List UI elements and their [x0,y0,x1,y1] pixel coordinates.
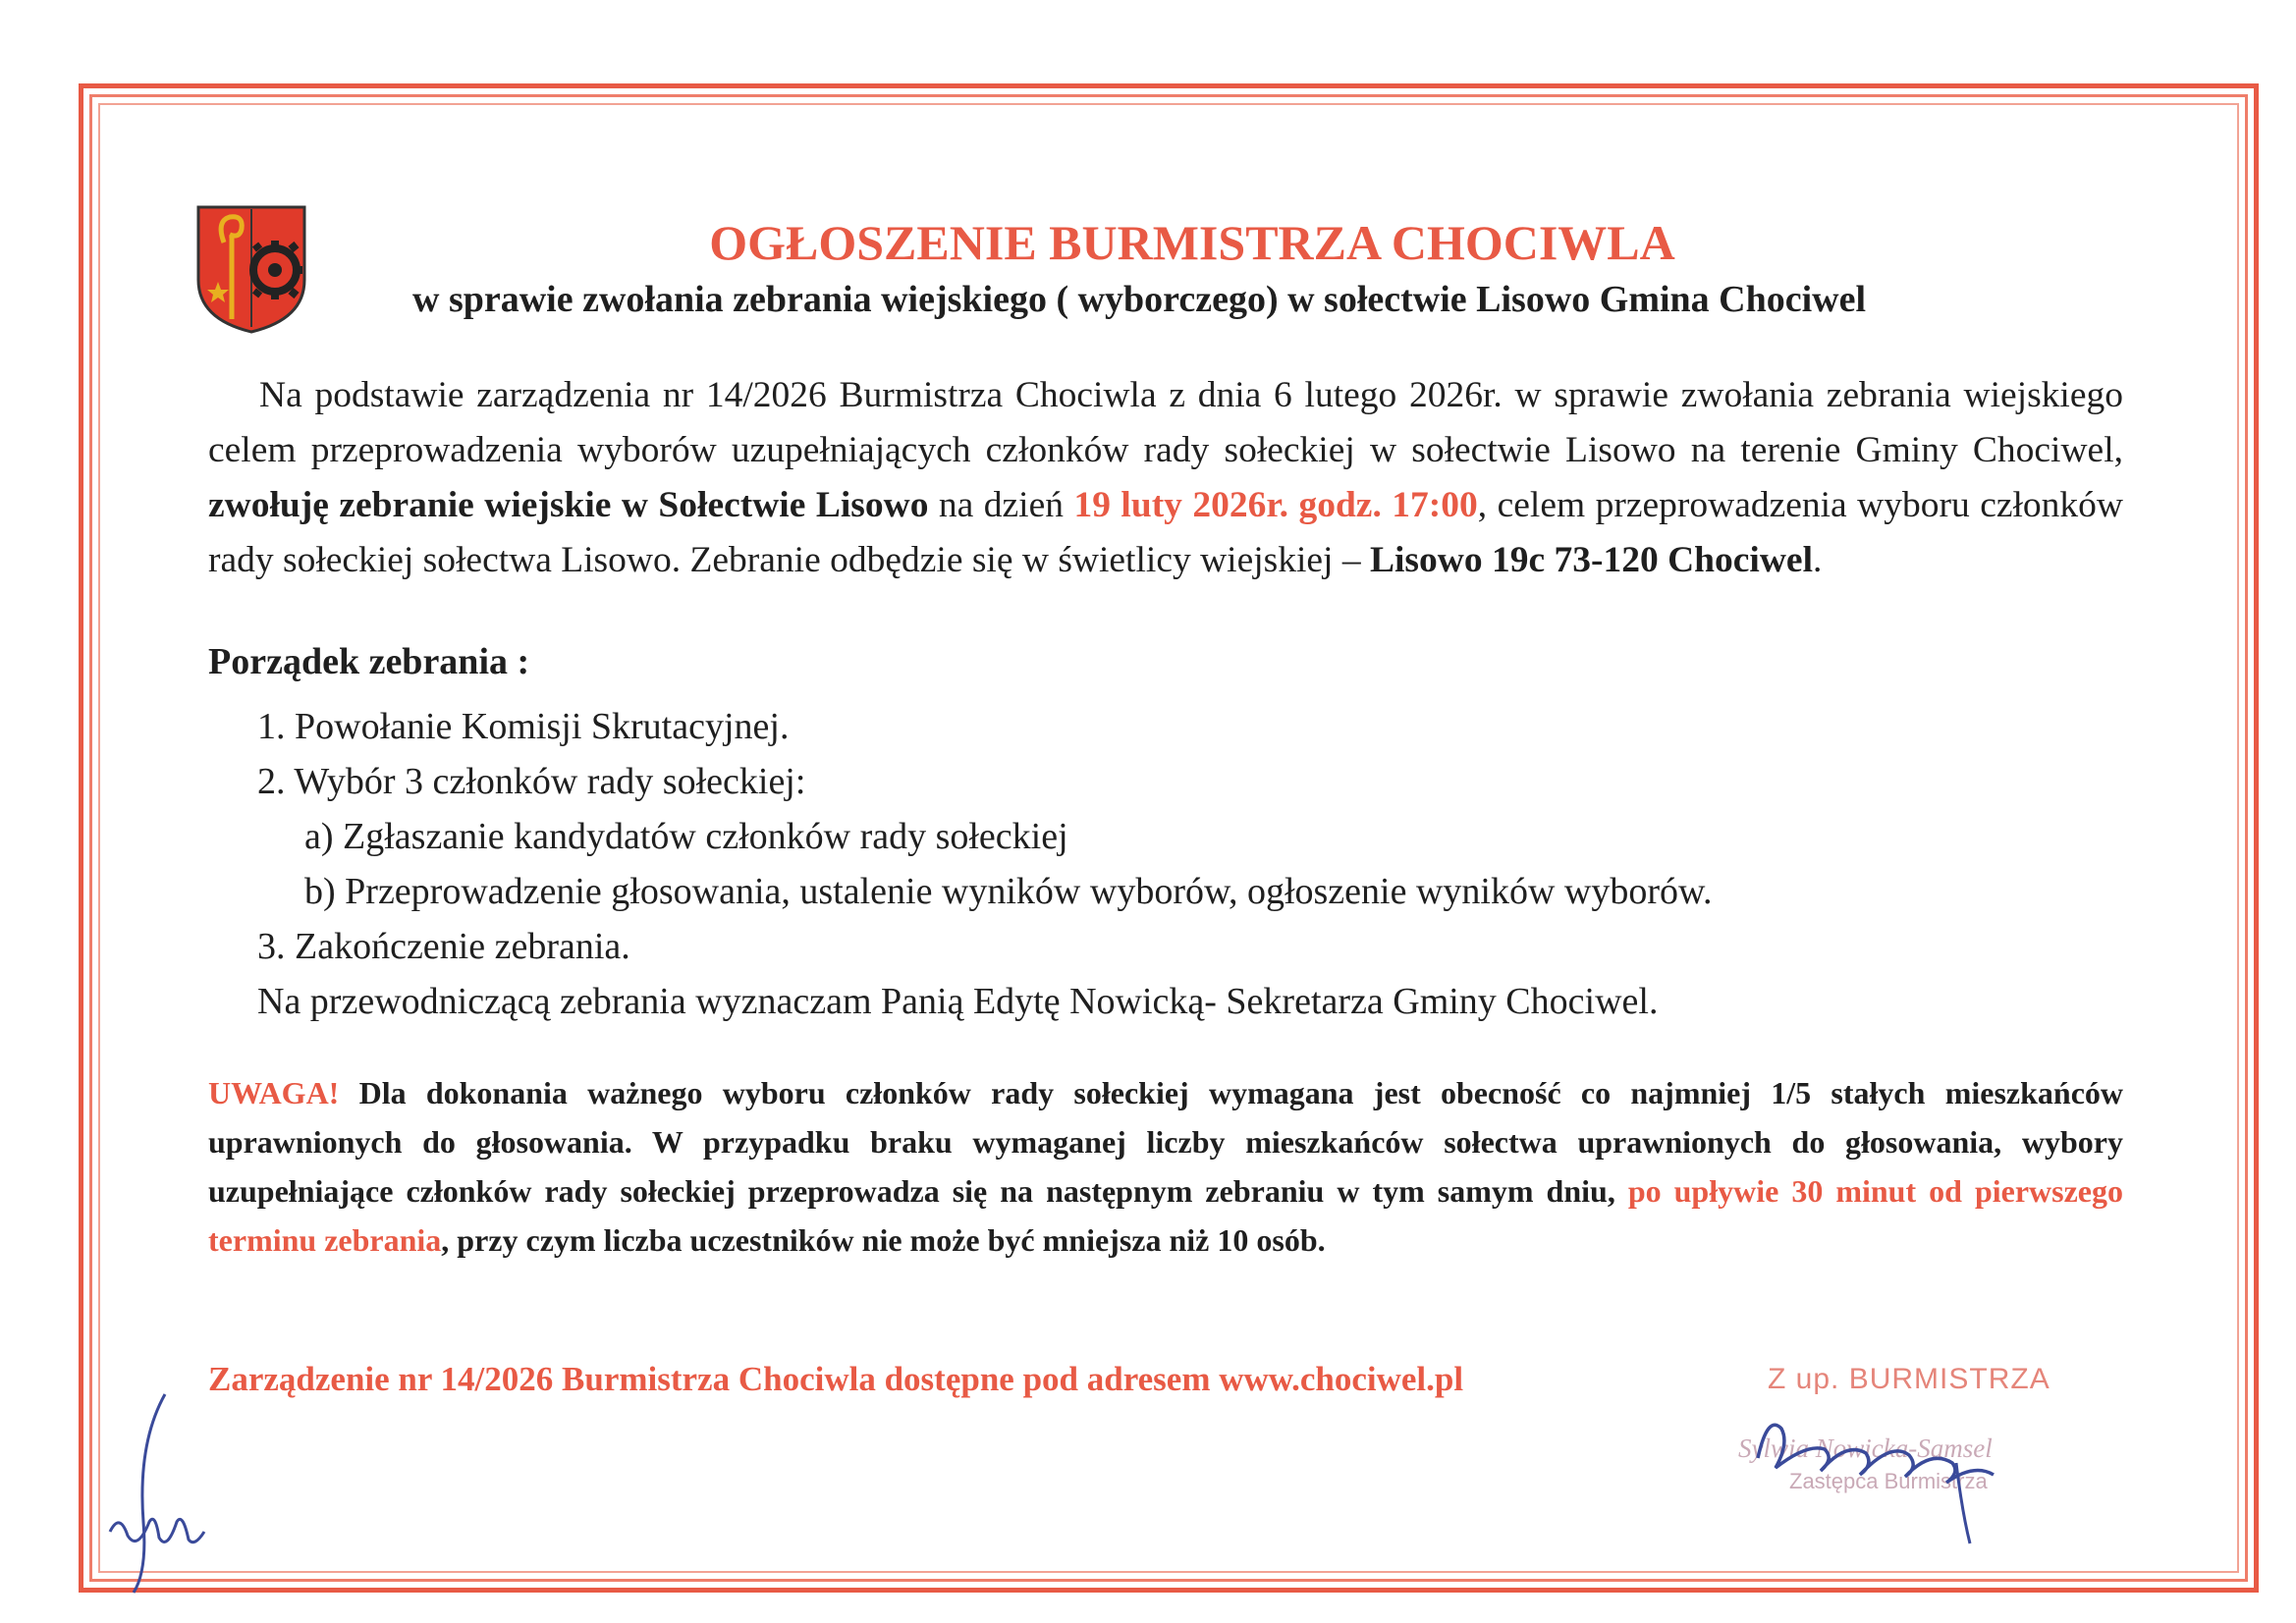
agenda-item: 2. Wybór 3 członków rady sołeckiej: [257,761,806,802]
stamp-line-name: Sylwia Nowicka-Samsel [1738,1434,1993,1463]
attention-text: Dla dokonania ważnego wyboru członków rady sołeckiej wymagana jest obecność co najmniej 1/5 stałych mieszkańców uprawnionych do głosowania. W przypadku braku wymaganej liczby mieszkańców sołectwa uprawnionych do głosowania, wybory uzupełniające członków rady sołeckiej przeprowadza się na następnym zebraniu w tym samym dniu, [208,1075,2123,1209]
initials-icon [98,1375,216,1600]
attention-label: UWAGA! [208,1075,340,1110]
agenda-subitem: a) Zgłaszanie kandydatów członków rady sołeckiej [304,816,1068,857]
intro-text-purpose: , celem przeprowadzenia wyboru członków rady sołeckiej sołectwa Lisowo. Zebranie odbędzie się w świetlicy wiejskiej – [208,485,2123,580]
attention-text-end: , przy czym liczba uczestników nie może być mniejsza niż 10 osób. [441,1222,1326,1258]
intro-text-on-day: na dzień [928,485,1074,525]
stamp-line-title: Zastępca Burmistrza [1789,1469,1988,1493]
intro-period: . [1813,540,1823,580]
stamp-line-authority: Z up. BURMISTRZA [1768,1363,2050,1395]
announcement-title: OGŁOSZENIE BURMISTRZA CHOCIWLA [709,215,1675,270]
agenda-item: 1. Powołanie Komisji Skrutacyjnej. [257,706,790,747]
meeting-convened-text: zwołuję zebranie wiejskie w Sołectwie Lisowo [208,485,929,525]
intro-text: Na podstawie zarządzenia nr 14/2026 Burmistrza Chociwla z dnia 6 lutego 2026r. w sprawie zwołania zebrania wiejskiego celem przeprowadzenia wyborów uzupełniających członków rady sołeckiej w sołectwie Lisowo na terenie Gminy Chociwel, [208,375,2123,470]
intro-paragraph [208,368,2123,588]
agenda-item: 3. Zakończenie zebrania. [257,926,630,967]
meeting-date-time: 19 luty 2026r. godz. 17:00 [1073,485,1478,525]
announcement-subtitle: w sprawie zwołania zebrania wiejskiego ( wyborczego) w sołectwie Lisowo Gmina Chociwel [412,279,1867,320]
attention-note [208,1068,2123,1265]
agenda-list [257,699,1712,1029]
chairperson-line: Na przewodniczącą zebrania wyznaczam Panią Edytę Nowicką- Sekretarza Gminy Chociwel. [257,981,1659,1022]
footer-link-note: Zarządzenie nr 14/2026 Burmistrza Chociwla dostępne pod adresem www.chociwel.pl [208,1360,1464,1398]
attention-highlight: po upływie 30 minut od pierwszego terminu zebrania [208,1173,2124,1258]
announcement-body [208,368,2123,588]
agenda-title: Porządek zebrania : [208,641,530,682]
meeting-address: Lisowo 19c 73-120 Chociwel [1369,540,1813,580]
signature-icon [1699,1365,2023,1551]
agenda-subitem: b) Przeprowadzenie głosowania, ustalenie wyników wyborów, ogłoszenie wyników wyborów. [304,871,1713,912]
